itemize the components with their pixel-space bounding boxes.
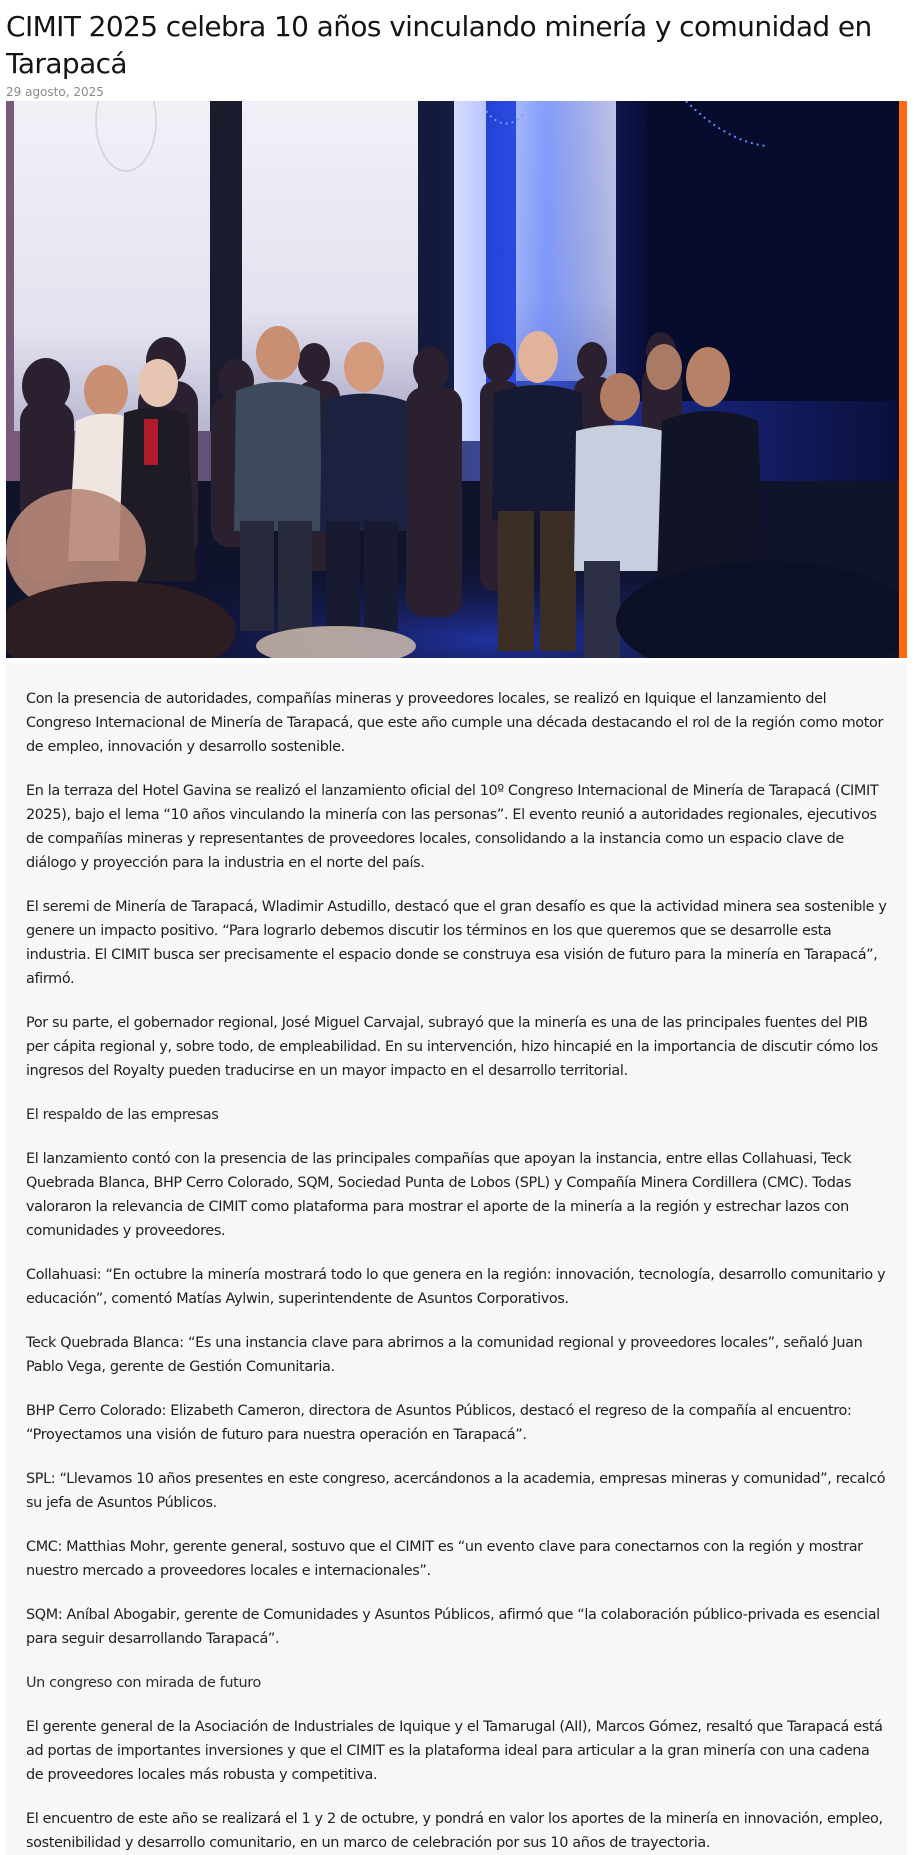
article-date: 29 agosto, 2025 bbox=[6, 85, 104, 99]
section-heading-companies: El respaldo de las empresas bbox=[26, 1107, 219, 1123]
section-heading-future: Un congreso con mirada de futuro bbox=[26, 1675, 261, 1691]
paragraph-spl: SPL: “Llevamos 10 años presentes en este congreso, acercándonos a la academia, empresas mineras y comunidad”, recalcó su jefa de Asuntos Públicos. bbox=[26, 1471, 886, 1511]
paragraph-intro: Con la presencia de autoridades, compañías mineras y proveedores locales, se realizó en Iquique el lanzamiento del Congreso Internacional de Minería de Tarapacá, que este año cumple una década destacando el rol de la región como motor de empleo, innovación y desarrollo sostenible. bbox=[26, 691, 884, 755]
article-header bbox=[0, 0, 914, 101]
paragraph-sqm: SQM: Aníbal Abogabir, gerente de Comunidades y Asuntos Públicos, afirmó que “la colaboración público-privada es esencial para seguir desarrollando Tarapacá”. bbox=[26, 1607, 880, 1647]
paragraph-seremi: El seremi de Minería de Tarapacá, Wladimir Astudillo, destacó que el gran desafío es que la actividad minera sea sostenible y genere un impacto positivo. “Para lograrlo debemos discutir los términos en los que queremos que se desarrolle esta industria. El CIMIT busca ser precisamente el espacio donde se construya esa visión de futuro para la minería en Tarapacá”, afirmó. bbox=[26, 899, 887, 987]
paragraph-governor: Por su parte, el gobernador regional, José Miguel Carvajal, subrayó que la minería es una de las principales fuentes del PIB per cápita regional y, sobre todo, de empleabilidad. En su intervención, hizo hincapié en la importancia de discutir cómo los ingresos del Royalty pueden traducirse en un mayor impacto en el desarrollo territorial. bbox=[26, 1015, 878, 1079]
paragraph-cmc: CMC: Matthias Mohr, gerente general, sostuvo que el CIMIT es “un evento clave para conectarnos con la región y mostrar nuestro mercado a proveedores locales e internacionales”. bbox=[26, 1539, 863, 1579]
paragraph-bhp: BHP Cerro Colorado: Elizabeth Cameron, directora de Asuntos Públicos, destacó el regreso de la compañía al encuentro: “Proyectamos una visión de futuro para nuestra operación en Tarapacá”. bbox=[26, 1403, 852, 1443]
article-body bbox=[6, 663, 907, 1855]
event-photo-icon bbox=[6, 101, 899, 658]
hero-image bbox=[6, 101, 907, 658]
paragraph-dates: El encuentro de este año se realizará el 1 y 2 de octubre, y pondrá en valor los aportes de la minería en innovación, empleo, sostenibilidad y desarrollo comunitario, en un marco de celebración por sus 10 años de trayectoria. bbox=[26, 1811, 883, 1851]
article-title: CIMIT 2025 celebra 10 años vinculando minería y comunidad en Tarapacá bbox=[6, 10, 872, 80]
paragraph-collahuasi: Collahuasi: “En octubre la minería mostrará todo lo que genera en la región: innovación, tecnología, desarrollo comunitario y educación”, comentó Matías Aylwin, superintendente de Asuntos Corporativos. bbox=[26, 1267, 886, 1307]
paragraph-launch: En la terraza del Hotel Gavina se realizó el lanzamiento oficial del 10º Congreso Internacional de Minería de Tarapacá (CIMIT 2025), bajo el lema “10 años vinculando la minería con las personas”. El evento reunió a autoridades regionales, ejecutivos de compañías mineras y representantes de proveedores locales, consolidando a la instancia como un espacio clave de diálogo y proyección para la industria en el norte del país. bbox=[26, 783, 879, 871]
paragraph-companies: El lanzamiento contó con la presencia de las principales compañías que apoyan la instancia, entre ellas Collahuasi, Teck Quebrada Blanca, BHP Cerro Colorado, SQM, Sociedad Punta de Lobos (SPL) y Compañía Minera Cordillera (CMC). Todas valoraron la relevancia de CIMIT como plataforma para mostrar el aporte de la minería a la región y estrechar lazos con comunidades y proveedores. bbox=[26, 1151, 852, 1239]
paragraph-teck: Teck Quebrada Blanca: “Es una instancia clave para abrirnos a la comunidad regional y proveedores locales”, señaló Juan Pablo Vega, gerente de Gestión Comunitaria. bbox=[26, 1335, 863, 1375]
paragraph-aii: El gerente general de la Asociación de Industriales de Iquique y el Tamarugal (AII), Marcos Gómez, resaltó que Tarapacá está ad portas de importantes inversiones y que el CIMIT es la plataforma ideal para articular a la gran minería con una cadena de proveedores locales más robusta y competitiva. bbox=[26, 1719, 883, 1783]
accent-bar bbox=[899, 101, 907, 658]
